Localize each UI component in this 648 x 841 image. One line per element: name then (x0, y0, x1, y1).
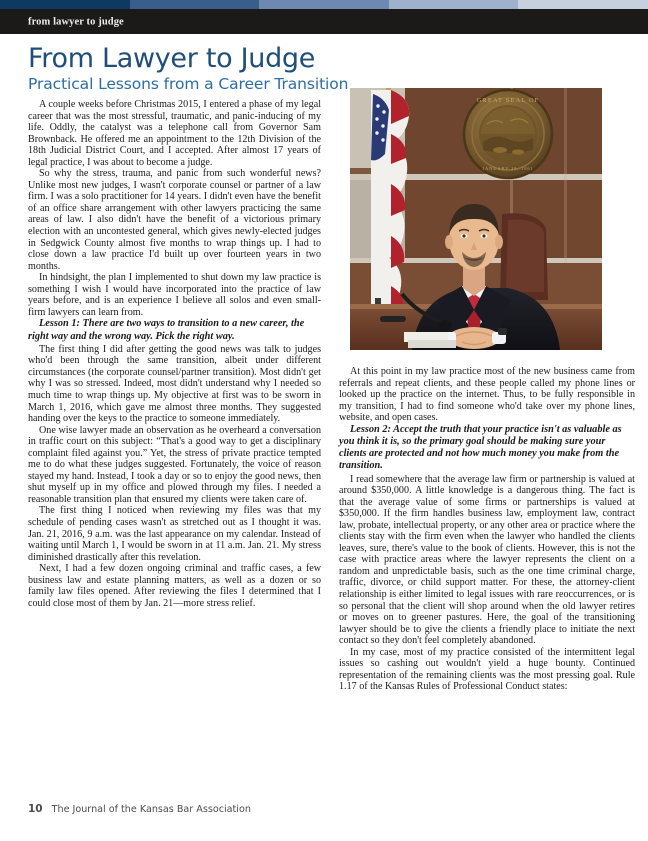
svg-text:GREAT SEAL OF: GREAT SEAL OF (476, 97, 540, 104)
paragraph: I read somewhere that the average law firm or partnership is valued at around $350,000. A little knowledge is a dangerous thing. The fact is that the average value of some firms or partnerships is valued at $350,000. If the firm handles business law, employment law, contract law, probate, intellectual property, or any other area or practice where the clients stay with the firm even when the lawyer who handled the clients leaves, sure, there's value to the book of clients. However, this is not the case with practice areas where the lawyer represents the client on a random and unpredictable basis, such as the one time criminal charge, traffic, divorce, or child support matter. For these, the attorney-client relationship is either limited to legal issues with rare reoccurrences, or is so personal that the client will shop around when the old lawyer retires or moves on to greener pastures. Here, the goal of the transitioning lawyer should be to give the clients a friendly place to initiate the next contact so they don't feel completely abandoned. (339, 473, 635, 647)
article-photo (350, 88, 602, 350)
running-head-bar (0, 9, 648, 34)
paragraph: One wise lawyer made an observation as he overheard a conversation in traffic court on this subject: “That's a good way to get a disciplinary complaint filed against you.” Yet, the stress of private practice tempted me to do what these judges suggested. Fortunately, the voice of reason stayed my hand. Instead, I took a day or so to enjoy the good news, then shut myself up in my office and plowed through my files. I needed a reasonable transition plan that ensured my clients were taken care of. (28, 424, 321, 505)
color-bar-segment-2 (130, 0, 260, 9)
color-bar-segment-5 (518, 0, 648, 9)
page-footer (28, 803, 251, 815)
paragraph: A couple weeks before Christmas 2015, I entered a phase of my legal career that was the most stressful, traumatic, and panic-inducing of my life. Oddly, the catalyst was a telephone call from Governor Sam Brownback. He offered me an appointment to the 12th Division of the 18th Judicial District Court, and I accepted. After almost 17 years of legal practice, I was about to become a judge. (28, 99, 321, 168)
photo-illustration (350, 88, 602, 350)
paragraph: In my case, most of my practice consisted of the intermittent legal issues so cashing out wouldn't yield a huge bounty. Continued representation of the remaining clients was the most pressing goal. Rule 1.17 of the Kansas Rules of Professional Conduct states: (339, 646, 635, 693)
top-color-bar (0, 0, 648, 9)
publication-name: The Journal of the Kansas Bar Association (51, 804, 251, 815)
running-head-label: from lawyer to judge (28, 16, 124, 27)
right-text-column (339, 366, 635, 693)
paragraph: So why the stress, trauma, and panic from such wonderful news? Unlike most new judges, I wasn't corporate counsel or partner of a law firm. I was a solo practitioner for 14 years. I didn't even have the benefit of an office share arrangement with other lawyers practicing the same areas of law. I also didn't have the benefit of a victorious primary election with an uncontested general, which gives newly-elected judges in Sedgwick County almost five months to wrap things up. I had to close down a law practice I'd built up over fourteen years in two months. (28, 168, 321, 272)
paragraph: The first thing I noticed when reviewing my files was that my schedule of pending cases wasn't as stretched out as I thought it was. Jan. 21, 2016, 9 a.m. was the last appearance on my calendar. Instead of waiting until March 1, I would be sworn in at 11 a.m. Jan. 21. My stress diminished drastically after this revelation. (28, 505, 321, 563)
color-bar-segment-3 (259, 0, 389, 9)
paragraph: Next, I had a few dozen ongoing criminal and traffic cases, a few business law and estate planning matters, as well as a dozen or so family law files opened. After reviewing the files I determined that I could close most of them by Jan. 21—more stress relief. (28, 563, 321, 609)
page-number: 10 (28, 803, 43, 815)
lesson-1-heading: Lesson 1: There are two ways to transition to a new career, the right way and the wrong way. Pick the right way. (28, 318, 305, 342)
page-title: From Lawyer to Judge (28, 43, 316, 74)
color-bar-segment-4 (389, 0, 519, 9)
paragraph: At this point in my law practice most of the new business came from referrals and repeat clients, and these people called my phone lines or looked up the practice on the internet. Thus, to be fully responsible in my transition, I had to find someone who'd take over my phone lines, website, and open cases. (339, 366, 635, 424)
color-bar-segment-1 (0, 0, 130, 9)
left-text-column (28, 99, 321, 609)
paragraph: The first thing I did after getting the good news was talk to judges who'd been through the same transition, albeit under different circumstances (the corporate counsel/partner transition). Most didn't get why I was so stressed. Indeed, most didn't understand why I needed so much time to wrap things up. My objective at first was to be sworn in March 1, 2016, which gave me almost three months. They suggested handing over the keys to the practice to someone immediately. (28, 343, 321, 425)
paragraph: In hindsight, the plan I implemented to shut down my law practice is something I wish I would have incorporated into the practice of law years before, and is an experience I believe all solos and even small-firm lawyers can learn from. (28, 272, 321, 318)
title-block (28, 45, 358, 94)
svg-text:JANUARY 29, 1861: JANUARY 29, 1861 (482, 166, 534, 171)
page-subtitle: Practical Lessons from a Career Transition (28, 75, 349, 94)
lesson-2-heading: Lesson 2: Accept the truth that your practice isn't as valuable as you think it is, so the primary goal should be making sure your clients are protected and not how much money you make from the transition. (339, 423, 622, 472)
